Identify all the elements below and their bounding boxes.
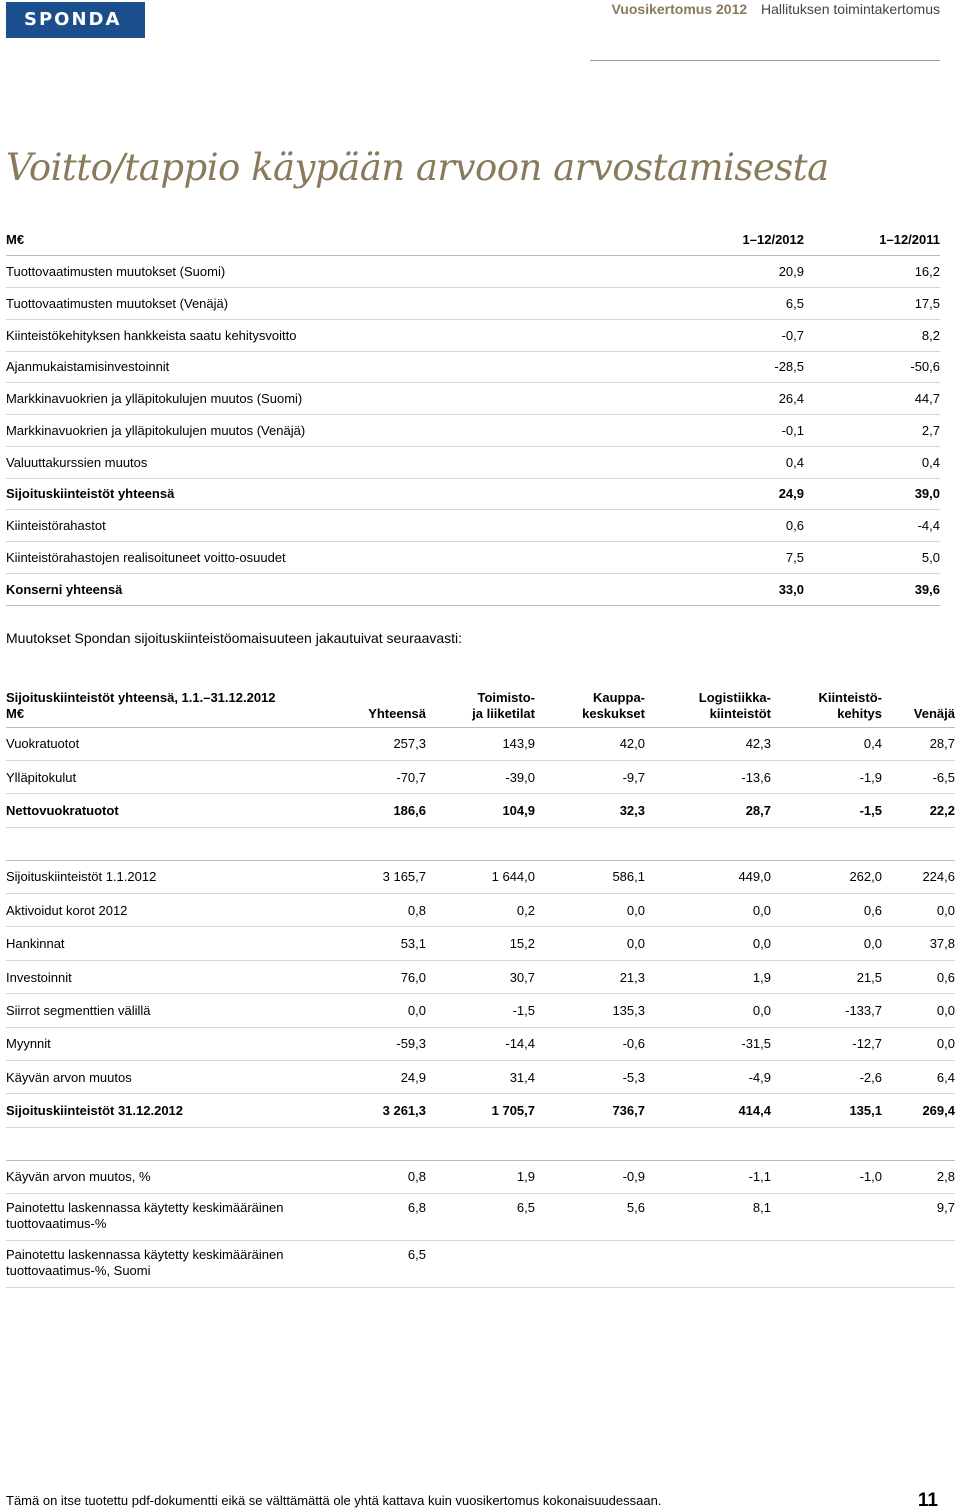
- value-cell: 414,4: [645, 1094, 771, 1127]
- value-cell: 1–12/2012: [606, 224, 804, 256]
- value-cell: 33,0: [606, 573, 804, 605]
- table-row: [6, 351, 940, 383]
- value-cell: 3 165,7: [316, 860, 426, 893]
- spacer-row: [6, 1127, 955, 1160]
- table-row: [6, 894, 955, 927]
- value-cell: 0,0: [771, 927, 882, 960]
- value-cell: 1–12/2011: [804, 224, 940, 256]
- value-cell: 3 261,3: [316, 1094, 426, 1127]
- value-cell: 9,7: [882, 1194, 955, 1241]
- value-cell: 16,2: [804, 256, 940, 288]
- value-cell: 21,5: [771, 960, 882, 993]
- table-row: [6, 256, 940, 288]
- investment-property-table: [6, 679, 955, 1288]
- value-cell: 32,3: [535, 794, 645, 827]
- row-label: Myynnit: [6, 1027, 316, 1060]
- value-cell: 6,4: [882, 1061, 955, 1094]
- value-cell: 37,8: [882, 927, 955, 960]
- table-header-row: [6, 679, 955, 727]
- value-cell: 224,6: [882, 860, 955, 893]
- table-row: [6, 446, 940, 478]
- row-label: Käyvän arvon muutos, %: [6, 1160, 316, 1193]
- report-title: Vuosikertomus 2012: [611, 1, 748, 17]
- table-row: [6, 319, 940, 351]
- value-cell: -59,3: [316, 1027, 426, 1060]
- value-cell: 1,9: [645, 960, 771, 993]
- table-row: [6, 573, 940, 605]
- value-cell: 1 705,7: [426, 1094, 535, 1127]
- row-label: Sijoituskiinteistöt yhteensä: [6, 478, 606, 510]
- value-cell: [316, 827, 426, 860]
- row-label: Aktivoidut korot 2012: [6, 894, 316, 927]
- value-cell: -133,7: [771, 994, 882, 1027]
- value-cell: -0,6: [535, 1027, 645, 1060]
- col-header-logistics: Logistiikka- kiinteistöt: [645, 679, 771, 727]
- report-header: [611, 1, 940, 17]
- row-label: Painotettu laskennassa käytetty keskimääräinen tuottovaatimus-%, Suomi: [6, 1241, 316, 1288]
- value-cell: -1,1: [645, 1160, 771, 1193]
- value-cell: -28,5: [606, 351, 804, 383]
- sponda-logo: [6, 2, 145, 38]
- header-label-line2: M€: [6, 705, 25, 721]
- value-cell: 0,0: [535, 894, 645, 927]
- value-cell: 0,0: [882, 994, 955, 1027]
- value-cell: 135,1: [771, 1094, 882, 1127]
- value-cell: 0,6: [606, 510, 804, 542]
- table-row: [6, 415, 940, 447]
- header-label-cell: [6, 679, 316, 727]
- value-cell: 0,4: [606, 446, 804, 478]
- intro-text: Muutokset Spondan sijoituskiinteistöomaisuuteen jakautuivat seuraavasti:: [6, 630, 463, 646]
- table-row: [6, 960, 955, 993]
- value-cell: [771, 1194, 882, 1241]
- table-row: [6, 478, 940, 510]
- value-cell: 0,6: [771, 894, 882, 927]
- row-label: M€: [6, 224, 606, 256]
- value-cell: 28,7: [645, 794, 771, 827]
- row-label: Tuottovaatimusten muutokset (Suomi): [6, 256, 606, 288]
- row-label: [6, 1127, 316, 1160]
- col-header-property-development: Kiinteistö- kehitys: [771, 679, 882, 727]
- col-header-russia: Venäjä: [882, 679, 955, 727]
- value-cell: 20,9: [606, 256, 804, 288]
- page-title: Voitto/tappio käypään arvoon arvostamisesta: [6, 146, 829, 189]
- col-header-total: Yhteensä: [316, 679, 426, 727]
- value-cell: 257,3: [316, 727, 426, 760]
- value-cell: 39,0: [804, 478, 940, 510]
- value-cell: 0,0: [882, 894, 955, 927]
- value-cell: 5,0: [804, 542, 940, 574]
- value-cell: -6,5: [882, 760, 955, 793]
- value-cell: 42,3: [645, 727, 771, 760]
- value-cell: 6,8: [316, 1194, 426, 1241]
- value-cell: -0,1: [606, 415, 804, 447]
- value-cell: 15,2: [426, 927, 535, 960]
- value-cell: [771, 1241, 882, 1288]
- table-row: [6, 1241, 955, 1288]
- value-cell: 449,0: [645, 860, 771, 893]
- value-cell: -0,7: [606, 319, 804, 351]
- row-label: Markkinavuokrien ja ylläpitokulujen muutos (Venäjä): [6, 415, 606, 447]
- value-cell: 24,9: [316, 1061, 426, 1094]
- value-cell: [426, 1241, 535, 1288]
- value-cell: -13,6: [645, 760, 771, 793]
- value-cell: [771, 827, 882, 860]
- page-number: 11: [917, 1490, 938, 1510]
- value-cell: -1,5: [771, 794, 882, 827]
- value-cell: 135,3: [535, 994, 645, 1027]
- value-cell: 6,5: [426, 1194, 535, 1241]
- col-header-shopping-centres: Kauppa- keskukset: [535, 679, 645, 727]
- value-cell: 0,2: [426, 894, 535, 927]
- table-row: [6, 1194, 955, 1241]
- value-cell: 0,6: [882, 960, 955, 993]
- value-cell: 8,2: [804, 319, 940, 351]
- value-cell: [316, 1127, 426, 1160]
- value-cell: 0,8: [316, 894, 426, 927]
- value-cell: -39,0: [426, 760, 535, 793]
- value-cell: -0,9: [535, 1160, 645, 1193]
- value-cell: 0,0: [645, 894, 771, 927]
- value-cell: 736,7: [535, 1094, 645, 1127]
- table-row: [6, 1094, 955, 1127]
- value-cell: [426, 1127, 535, 1160]
- value-cell: 2,8: [882, 1160, 955, 1193]
- value-cell: 53,1: [316, 927, 426, 960]
- table-row: [6, 927, 955, 960]
- value-cell: -4,4: [804, 510, 940, 542]
- row-label: Ajanmukaistamisinvestoinnit: [6, 351, 606, 383]
- value-cell: [535, 1241, 645, 1288]
- table-row: [6, 288, 940, 320]
- value-cell: -12,7: [771, 1027, 882, 1060]
- row-label: Painotettu laskennassa käytetty keskimääräinen tuottovaatimus-%: [6, 1194, 316, 1241]
- value-cell: [535, 827, 645, 860]
- table-row: [6, 1027, 955, 1060]
- row-label: Hankinnat: [6, 927, 316, 960]
- value-cell: 262,0: [771, 860, 882, 893]
- value-cell: 26,4: [606, 383, 804, 415]
- table-row: [6, 1061, 955, 1094]
- row-label: Sijoituskiinteistöt 31.12.2012: [6, 1094, 316, 1127]
- value-cell: 586,1: [535, 860, 645, 893]
- table-row: [6, 542, 940, 574]
- value-cell: 5,6: [535, 1194, 645, 1241]
- value-cell: 31,4: [426, 1061, 535, 1094]
- value-cell: -70,7: [316, 760, 426, 793]
- table-row: [6, 994, 955, 1027]
- value-cell: [771, 1127, 882, 1160]
- value-cell: [645, 1127, 771, 1160]
- value-cell: -5,3: [535, 1061, 645, 1094]
- value-cell: 39,6: [804, 573, 940, 605]
- value-cell: 17,5: [804, 288, 940, 320]
- value-cell: 7,5: [606, 542, 804, 574]
- value-cell: -14,4: [426, 1027, 535, 1060]
- value-cell: -31,5: [645, 1027, 771, 1060]
- row-label: Sijoituskiinteistöt 1.1.2012: [6, 860, 316, 893]
- value-cell: 0,0: [645, 994, 771, 1027]
- header-label-line1: Sijoituskiinteistöt yhteensä, 1.1.–31.12.2012: [6, 689, 276, 705]
- value-cell: [882, 827, 955, 860]
- value-cell: 0,8: [316, 1160, 426, 1193]
- value-cell: 104,9: [426, 794, 535, 827]
- value-cell: 1 644,0: [426, 860, 535, 893]
- value-cell: 0,0: [316, 994, 426, 1027]
- row-label: Kiinteistörahastot: [6, 510, 606, 542]
- value-cell: [882, 1127, 955, 1160]
- value-cell: 24,9: [606, 478, 804, 510]
- value-cell: [535, 1127, 645, 1160]
- value-cell: 6,5: [316, 1241, 426, 1288]
- row-label: Kiinteistökehityksen hankkeista saatu kehitysvoitto: [6, 319, 606, 351]
- value-cell: 30,7: [426, 960, 535, 993]
- footer-note: Tämä on itse tuotettu pdf-dokumentti eikä se välttämättä ole yhtä kattava kuin vuosikertomus kokonaisuudessaan.: [6, 1493, 662, 1508]
- table-row: [6, 727, 955, 760]
- value-cell: 143,9: [426, 727, 535, 760]
- table-row: [6, 760, 955, 793]
- logo-text: SPONDA: [24, 9, 122, 30]
- value-cell: 44,7: [804, 383, 940, 415]
- value-cell: -50,6: [804, 351, 940, 383]
- value-cell: -1,9: [771, 760, 882, 793]
- row-label: Siirrot segmenttien välillä: [6, 994, 316, 1027]
- header-divider: [590, 60, 940, 61]
- value-cell: -1,5: [426, 994, 535, 1027]
- value-cell: [645, 1241, 771, 1288]
- table-row: [6, 1160, 955, 1193]
- row-label: Konserni yhteensä: [6, 573, 606, 605]
- col-header-office-retail: Toimisto- ja liiketilat: [426, 679, 535, 727]
- row-label: [6, 827, 316, 860]
- spacer-row: [6, 827, 955, 860]
- row-label: Kiinteistörahastojen realisoituneet voitto-osuudet: [6, 542, 606, 574]
- value-cell: 2,7: [804, 415, 940, 447]
- value-cell: 21,3: [535, 960, 645, 993]
- table-header-row: [6, 224, 940, 256]
- table-row: [6, 794, 955, 827]
- value-cell: -2,6: [771, 1061, 882, 1094]
- value-cell: 42,0: [535, 727, 645, 760]
- value-cell: [882, 1241, 955, 1288]
- value-cell: 186,6: [316, 794, 426, 827]
- value-cell: -9,7: [535, 760, 645, 793]
- table-row: [6, 860, 955, 893]
- value-cell: 0,4: [804, 446, 940, 478]
- row-label: Ylläpitokulut: [6, 760, 316, 793]
- row-label: Nettovuokratuotot: [6, 794, 316, 827]
- value-cell: 0,0: [645, 927, 771, 960]
- value-cell: [645, 827, 771, 860]
- value-cell: 8,1: [645, 1194, 771, 1241]
- value-cell: 6,5: [606, 288, 804, 320]
- value-cell: -1,0: [771, 1160, 882, 1193]
- table-row: [6, 510, 940, 542]
- row-label: Valuuttakurssien muutos: [6, 446, 606, 478]
- row-label: Vuokratuotot: [6, 727, 316, 760]
- value-cell: 0,0: [535, 927, 645, 960]
- value-cell: 269,4: [882, 1094, 955, 1127]
- row-label: Markkinavuokrien ja ylläpitokulujen muutos (Suomi): [6, 383, 606, 415]
- table-row: [6, 383, 940, 415]
- value-cell: 76,0: [316, 960, 426, 993]
- value-cell: [426, 827, 535, 860]
- value-cell: 1,9: [426, 1160, 535, 1193]
- row-label: Investoinnit: [6, 960, 316, 993]
- section-title: Hallituksen toimintakertomus: [761, 1, 940, 17]
- value-cell: 0,0: [882, 1027, 955, 1060]
- row-label: Käyvän arvon muutos: [6, 1061, 316, 1094]
- fair-value-table: [6, 224, 940, 606]
- row-label: Tuottovaatimusten muutokset (Venäjä): [6, 288, 606, 320]
- value-cell: 0,4: [771, 727, 882, 760]
- value-cell: -4,9: [645, 1061, 771, 1094]
- value-cell: 22,2: [882, 794, 955, 827]
- value-cell: 28,7: [882, 727, 955, 760]
